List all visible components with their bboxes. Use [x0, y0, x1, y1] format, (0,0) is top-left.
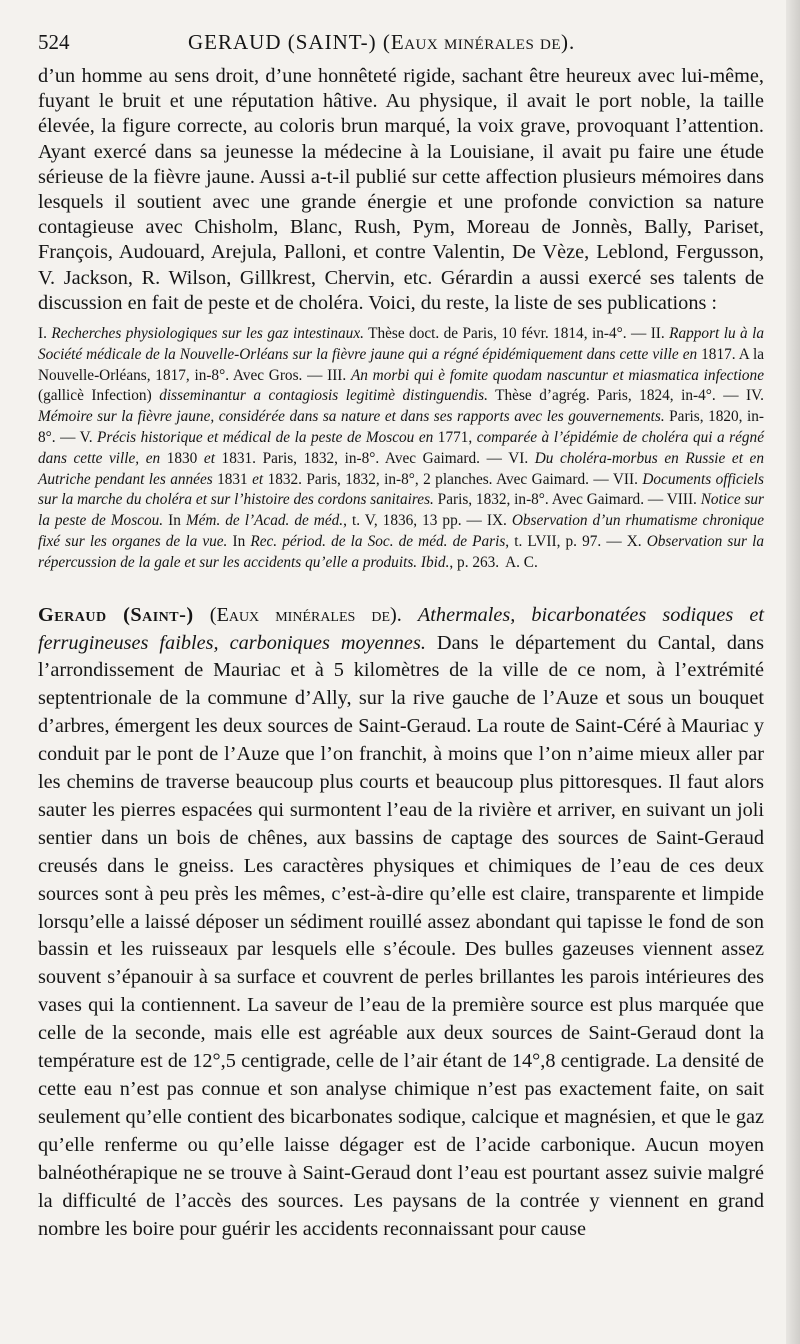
- entry-qualifier-close: ).: [390, 603, 418, 626]
- bib-title: disseminantur a contagiosis legitimè distinguendis.: [159, 387, 488, 405]
- bib-text: 1830: [160, 449, 204, 467]
- bib-text: 1831: [212, 470, 253, 488]
- bib-title: Documents officiels sur la marche du choléra et sur l’histoire des cordons sanitaires.: [38, 470, 764, 509]
- bib-text: I.: [38, 325, 52, 343]
- bib-text: Thèse d’agrég. Paris, 1824, in-4°. — IV.: [487, 387, 764, 405]
- page-number: 524: [38, 30, 70, 54]
- bib-text: 1771,: [433, 429, 477, 447]
- bib-text: , t. LVII, p. 97. — X.: [505, 533, 647, 550]
- entry-classification: Athermales, bicarbonatées sodiques et ferrugineuses faibles, carboniques moyennes.: [38, 603, 764, 654]
- entry-headword: Geraud (Saint-): [38, 603, 194, 626]
- running-head-smallcaps: Eaux minérales de: [390, 30, 562, 54]
- bib-title: et: [203, 449, 215, 467]
- bib-text: 1832. Paris, 1832, in-8°, 2 planches. Avec Gaimard. — VII.: [263, 470, 643, 488]
- bib-title: Précis historique et médical de la peste de Moscou en: [97, 429, 434, 447]
- bib-text: Paris, 1832, in-8°. Avec Gaimard. — VIII.: [433, 491, 701, 509]
- bib-title: Mémoire sur la fièvre jaune, considérée dans sa nature et dans ses rapports avec les gouvernements.: [38, 408, 665, 426]
- lead-paragraph: d’un homme au sens droit, d’une honnêteté rigide, sachant être heureux avec lui-même, fuyant le bruit et une réputation hâtive. Au physique, il avait le port noble, la taille élevée, la figure correcte, au coloris brun marqué, la voix grave, provoquant l’attention. Ayant exercé dans sa jeunesse la médecine à la Louisiane, il avait pu faire une étude sérieuse de la fièvre jaune. Aussi a-t-il publié sur cette affection plusieurs mémoires dans lesquels il soutient avec une grande énergie et une profonde conviction sa nature contagieuse avec Chisholm, Blanc, Rush, Pym, Moreau de Jonnès, Bally, Pariset, François, Audouard, Arejula, Palloni, et contre Valentin, De Vèze, Leblond, Fergusson, V. Jackson, R. Wilson, Gillkrest, Chervin, etc. Gérardin a aussi exercé ses talents de discussion en fait de peste et de choléra. Voici, du reste, la liste de ses publications :: [38, 65, 764, 314]
- dictionary-entry: [38, 602, 764, 1244]
- bib-text: In: [227, 533, 251, 550]
- bib-title: et: [252, 470, 264, 488]
- bib-text: , p. 263.: [449, 553, 500, 571]
- entry-body: Dans le département du Cantal, dans l’arrondissement de Mauriac et à 5 kilomètres de la ville de ce nom, à l’extrémité septentrionale de la commune d’Ally, sur la rive gauche de l’Auze et sous un bouquet d’arbres, émergent les deux sources de Saint-Geraud. La route de Saint-Céré à Mauriac y conduit par le pont de l’Auze que l’on franchit, à moins que l’on n’aime mieux aller par les chemins de traverse beaucoup plus courts et beaucoup plus pittoresques. Il faut alors sauter les pierres espacées qui surmontent l’eau de la rivière et arriver, en suivant un joli sentier dans un bois de chênes, aux bassins de captage des sources de Saint-Geraud creusés dans le gneiss. Les caractères physiques et chimiques de l’eau de ces deux sources sont à peu près les mêmes, c’est-à-dire qu’elle est claire, transparente et limpide lorsqu’elle a laissé déposer un sédiment rouillé assez abondant qui tapisse le fond de son bassin et les ruisseaux par lesquels elle s’écoule. Des bulles gazeuses viennent assez souvent s’épanouir à sa surface et couvrent de perles brillantes les parois intérieures des vases qui la contiennent. La saveur de l’eau de la première source est plus marquée que celle de la seconde, mais elle est agréable aux deux sources de Saint-Geraud dont la température est de 12°,5 centigrade, celle de l’air étant de 14°,8 centigrade. La densité de cette eau n’est pas connue et son analyse chimique n’est pas exactement faite, on sait seulement qu’elle contient des bicarbonates sodique, calcique et magnésien, et que le gaz qu’elle renferme ou qu’elle laisse dégager est de l’acide carbonique. Aucun moyen balnéothérapique ne se trouve à Saint-Geraud dont l’eau est pourtant assez suivie malgré la difficulté de l’accès des sources. Les paysans de la contrée y viennent en grand nombre les boire pour guérir les accidents reconnaissant pour cause: [38, 631, 764, 1240]
- bib-text: Paris, 1820, in-8°. — V.: [38, 408, 764, 447]
- bib-text: (gallicè Infection): [38, 387, 160, 405]
- bib-title: Notice sur la peste de Moscou.: [38, 491, 764, 530]
- bib-title: Observation d’un rhumatisme chronique fixé sur les organes de la vue.: [38, 512, 764, 550]
- bib-text: Thèse doct. de Paris, 10 févr. 1814, in-4°. — II.: [363, 325, 670, 343]
- book-page: [38, 30, 764, 1243]
- running-head: [188, 30, 575, 55]
- running-head-end: ).: [561, 30, 576, 54]
- bib-text: , t. V, 1836, 13 pp. — IX.: [343, 512, 512, 530]
- bib-text: 1817. A la Nouvelle-Orléans, 1817, in-8°. Avec Gros. — III.: [38, 345, 764, 384]
- bib-text: In: [163, 512, 186, 530]
- running-head-main: GERAUD (SAINT-) (: [188, 30, 391, 54]
- bib-title: Rapport lu à la Société médicale de la Nouvelle-Orléans sur la fièvre jaune qui a régné épidémiquement dans cette ville en: [38, 325, 765, 363]
- bib-title: Observation sur la répercussion de la gale et sur les accidents qu’elle a produits. Ibid.: [38, 533, 764, 571]
- bib-title: An morbi qui è fomite quodam nascuntur et miasmatica infectione: [350, 366, 764, 384]
- bib-title: Mém. de l’Acad. de méd.: [185, 512, 344, 530]
- bibliography: [38, 324, 764, 574]
- bib-title: comparée à l’épidémie de choléra qui a régné dans cette ville, en: [38, 429, 764, 467]
- bib-title: Du choléra-morbus en Russie et en Autriche pendant les années: [38, 449, 764, 488]
- entry-qualifier-open: (: [193, 603, 217, 626]
- bib-title: Rec. périod. de la Soc. de méd. de Paris: [250, 533, 506, 550]
- author-signature: A. C.: [505, 553, 538, 571]
- bib-title: Recherches physiologiques sur les gaz intestinaux.: [51, 325, 364, 343]
- entry-qualifier: Eaux minérales de: [216, 603, 391, 626]
- page-edge-shadow: [786, 0, 800, 1344]
- page-header: [38, 30, 764, 64]
- bib-text: 1831. Paris, 1832, in-8°. Avec Gaimard. — VI.: [214, 449, 535, 467]
